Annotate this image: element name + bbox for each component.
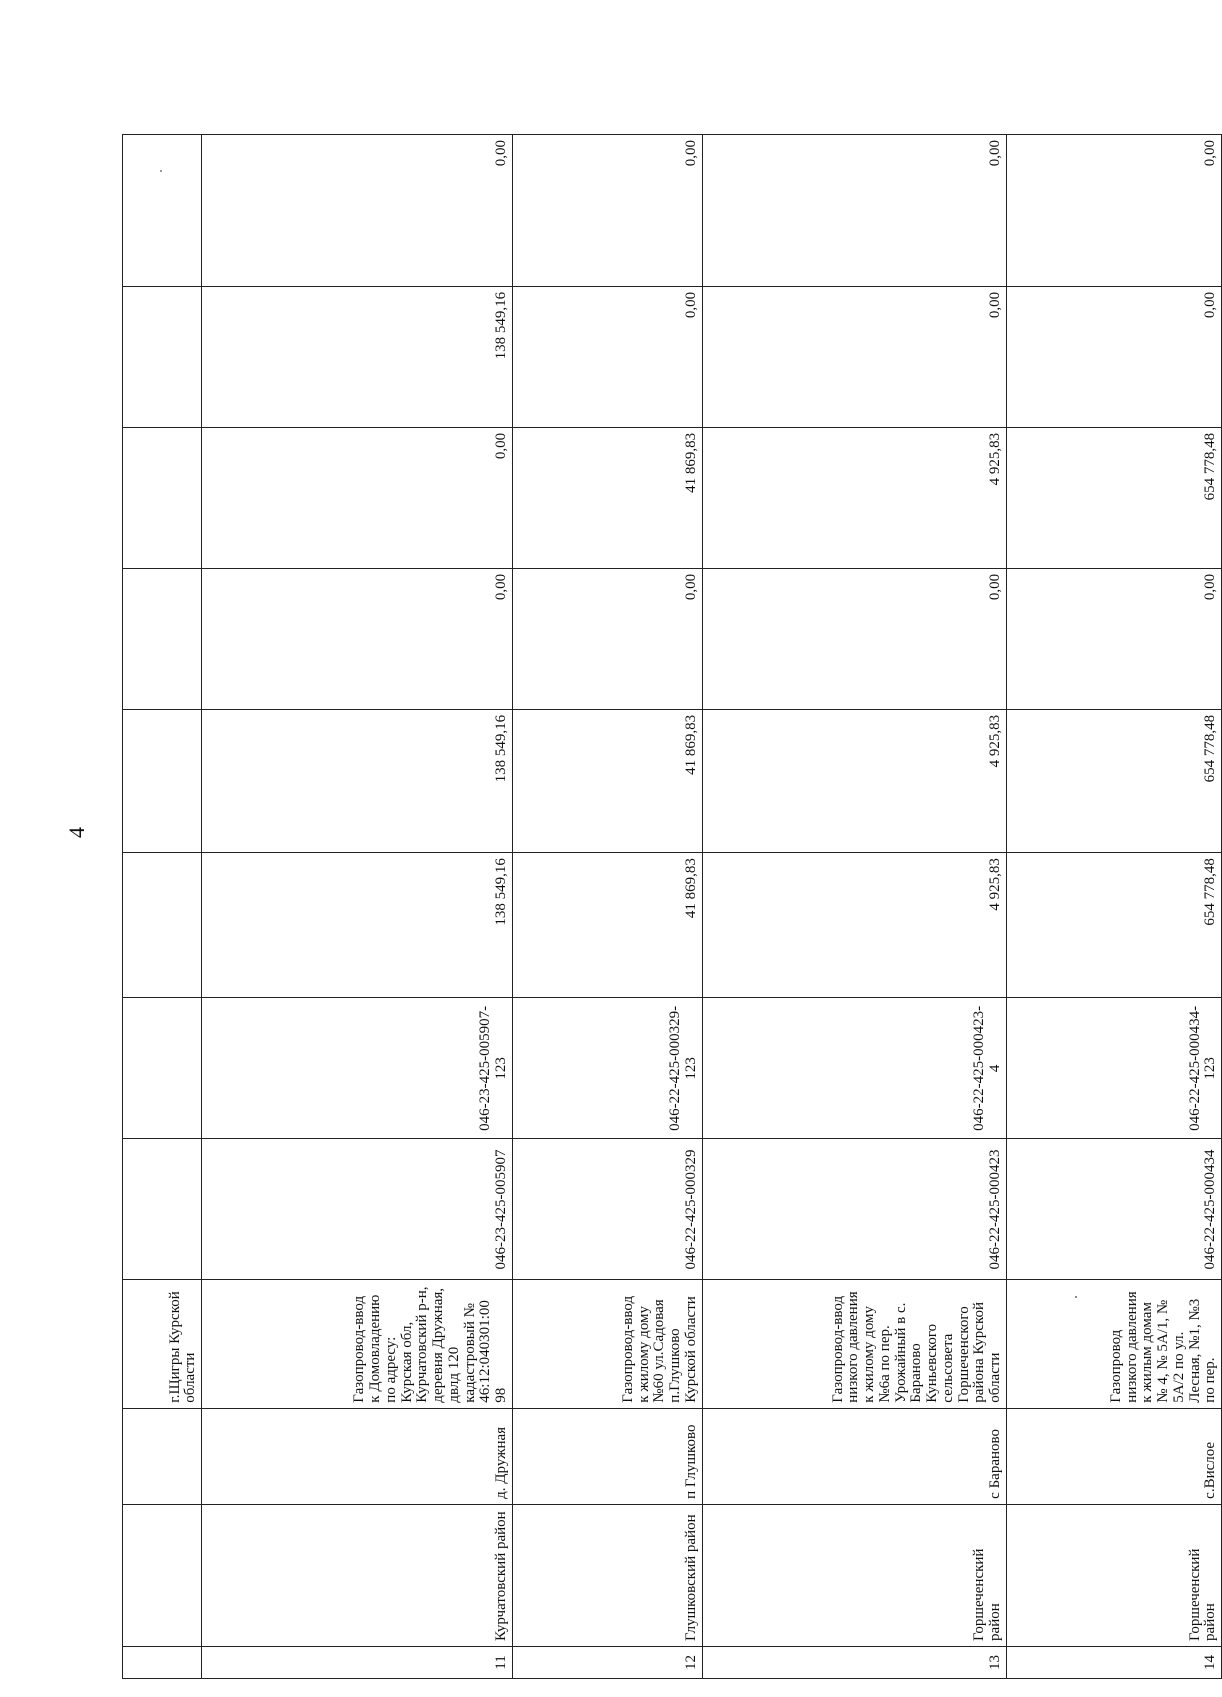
cell-district: Горшеченский район <box>702 1504 1006 1646</box>
cell-amount2: 654 778,48 <box>1006 709 1221 852</box>
cell-amount6: 0,00 <box>702 135 1006 287</box>
cell-amount1: 138 549,16 <box>202 853 513 998</box>
cell-settlement <box>123 1408 202 1504</box>
cell-amount5 <box>123 286 202 427</box>
cell-amount4: 0,00 <box>202 427 513 568</box>
cell-object: Газопровод-ввод к Домовладению по адресу: Курская обл, Курчатовский р-н, деревня Дружная, двлд 120 кадастровый № 46:12:040301:00 98 <box>202 1280 513 1408</box>
cell-code1: 046-22-425-000434 <box>1006 1139 1221 1280</box>
cell-amount4: 654 778,48 <box>1006 427 1221 568</box>
cell-district: Глушковский район <box>512 1504 702 1646</box>
cell-amount6: 0,00 <box>512 135 702 287</box>
cell-num: 12 <box>512 1646 702 1678</box>
table-row-continuation <box>123 135 202 1679</box>
rotated-table-container <box>122 134 1222 1679</box>
cell-object: Газопровод-ввод к жилому дому №60 ул.Садовая п.Глушково Курской области <box>512 1280 702 1408</box>
scan-speck <box>1075 1296 1077 1298</box>
cell-settlement: с Бараново <box>702 1408 1006 1504</box>
cell-amount3: 0,00 <box>512 568 702 709</box>
cell-object: г.Щигры Курской области <box>123 1280 202 1408</box>
scan-speck <box>160 170 162 172</box>
cell-amount3: 0,00 <box>202 568 513 709</box>
cell-amount5: 138 549,16 <box>202 286 513 427</box>
objects-table <box>122 134 1222 1679</box>
cell-code1: 046-22-425-000329 <box>512 1139 702 1280</box>
cell-amount4 <box>123 427 202 568</box>
cell-amount1: 654 778,48 <box>1006 853 1221 998</box>
cell-amount3: 0,00 <box>1006 568 1221 709</box>
cell-settlement: с.Вислое <box>1006 1408 1221 1504</box>
cell-code1: 046-23-425-005907 <box>202 1139 513 1280</box>
cell-district: Курчатовский район <box>202 1504 513 1646</box>
cell-amount1 <box>123 853 202 998</box>
cell-amount5: 0,00 <box>702 286 1006 427</box>
cell-amount2: 138 549,16 <box>202 709 513 852</box>
cell-code1 <box>123 1139 202 1280</box>
cell-object: Газопровод-ввод низкого давления к жилому дому №6а по пер. Урожайный в с. Бараново Куньевского сельсовета Горшеченского района Курской области <box>702 1280 1006 1408</box>
cell-object: Газопровод низкого давления к жилым домам № 4, № 5А/1, № 5А/2 по ул. Лесная, №1, №3 по пер. <box>1006 1280 1221 1408</box>
cell-amount2: 4 925,83 <box>702 709 1006 852</box>
cell-num: 14 <box>1006 1646 1221 1678</box>
cell-amount5: 0,00 <box>1006 286 1221 427</box>
cell-amount3 <box>123 568 202 709</box>
cell-code2: 046-22-425-000423-4 <box>702 998 1006 1139</box>
cell-amount6 <box>123 135 202 287</box>
cell-num <box>123 1646 202 1678</box>
cell-amount4: 4 925,83 <box>702 427 1006 568</box>
cell-settlement: п Глушково <box>512 1408 702 1504</box>
cell-district: Горшеченский район <box>1006 1504 1221 1646</box>
cell-amount2 <box>123 709 202 852</box>
cell-code2 <box>123 998 202 1139</box>
cell-amount4: 41 869,83 <box>512 427 702 568</box>
table-row <box>1006 135 1221 1679</box>
cell-amount2: 41 869,83 <box>512 709 702 852</box>
cell-num: 13 <box>702 1646 1006 1678</box>
table-row <box>702 135 1006 1679</box>
cell-num: 11 <box>202 1646 513 1678</box>
page-number: 4 <box>64 827 89 838</box>
cell-code2: 046-22-425-000434-123 <box>1006 998 1221 1139</box>
table-row <box>512 135 702 1679</box>
cell-amount6: 0,00 <box>1006 135 1221 287</box>
cell-amount1: 41 869,83 <box>512 853 702 998</box>
table-row <box>202 135 513 1679</box>
cell-settlement: д. Дружная <box>202 1408 513 1504</box>
cell-code2: 046-23-425-005907-123 <box>202 998 513 1139</box>
cell-district <box>123 1504 202 1646</box>
cell-code1: 046-22-425-000423 <box>702 1139 1006 1280</box>
cell-amount3: 0,00 <box>702 568 1006 709</box>
cell-amount5: 0,00 <box>512 286 702 427</box>
cell-amount6: 0,00 <box>202 135 513 287</box>
cell-code2: 046-22-425-000329-123 <box>512 998 702 1139</box>
cell-amount1: 4 925,83 <box>702 853 1006 998</box>
